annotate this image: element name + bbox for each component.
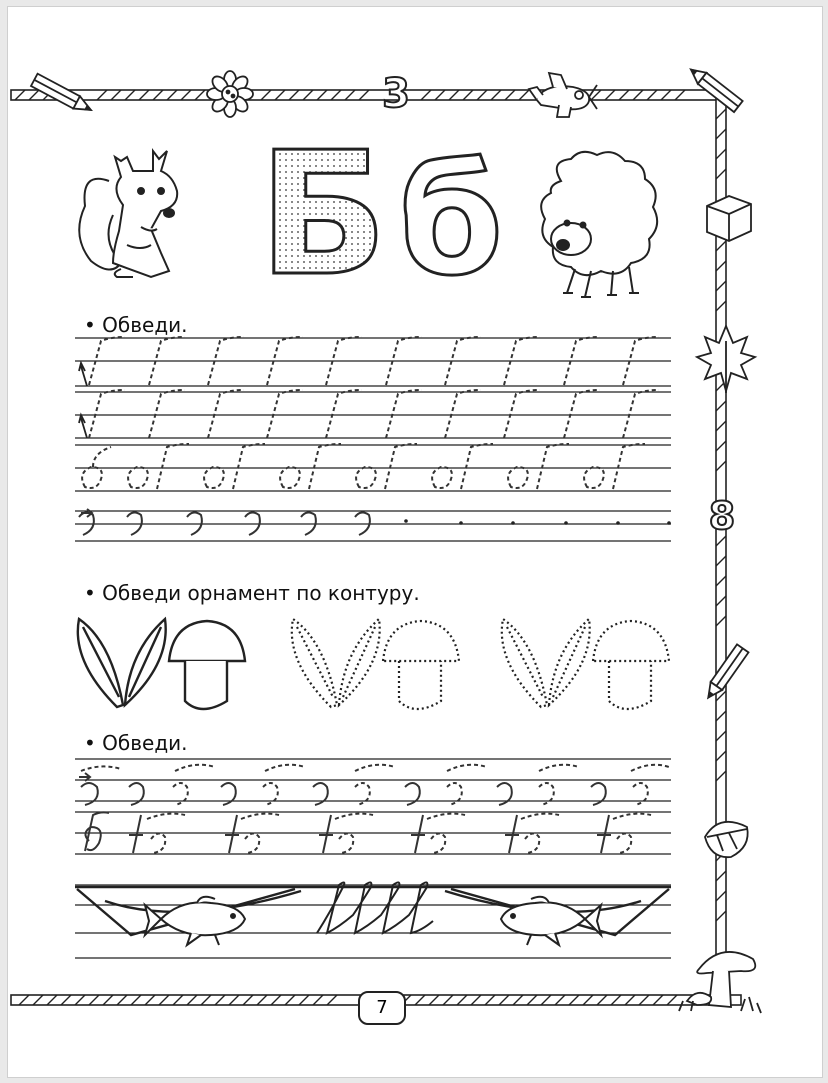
start-arrow <box>79 363 87 386</box>
ornament-dotted-1 <box>292 619 459 709</box>
fish-icon <box>145 897 245 945</box>
page-artwork <box>8 7 822 1077</box>
big-letter-lower <box>399 135 504 309</box>
ornament-dotted-2 <box>502 619 669 709</box>
page-number: 7 <box>358 991 406 1025</box>
start-arrow <box>79 415 87 438</box>
decor-eight-text: 8 <box>708 494 736 538</box>
letter-row-5 <box>79 765 669 805</box>
leaf-icon <box>705 822 748 857</box>
letter-row-3 <box>82 444 645 489</box>
instruction-ornament: • Обведи орнамент по контуру. <box>84 581 420 605</box>
workbook-page <box>7 6 823 1078</box>
decor-three-text: 3 <box>382 71 410 117</box>
ornament-solid <box>78 619 245 709</box>
instruction-trace-2: • Обведи. <box>84 731 188 755</box>
maple-leaf-icon <box>697 326 755 393</box>
writing-lines-lower <box>75 759 671 854</box>
stroke-row-2 <box>89 390 659 438</box>
number-eight-decor <box>709 494 735 538</box>
sheep-illustration <box>541 152 657 297</box>
squirrel-illustration <box>79 151 177 277</box>
number-three-decor <box>382 71 410 117</box>
fish-band-triangles <box>75 887 671 935</box>
uppercase-letter-text: Б <box>258 116 388 314</box>
instruction-trace-1: • Обведи. <box>84 313 188 337</box>
cursive-loops <box>317 882 433 933</box>
big-letter-upper <box>258 116 388 314</box>
flower-icon <box>207 71 253 117</box>
airplane-icon <box>529 73 597 117</box>
lowercase-letter-text: б <box>398 135 504 309</box>
writing-lines <box>75 338 671 541</box>
pencil-icon <box>687 64 743 112</box>
fish-icon <box>501 897 601 945</box>
cube-icon <box>707 196 751 241</box>
letter-row-4 <box>79 509 370 535</box>
